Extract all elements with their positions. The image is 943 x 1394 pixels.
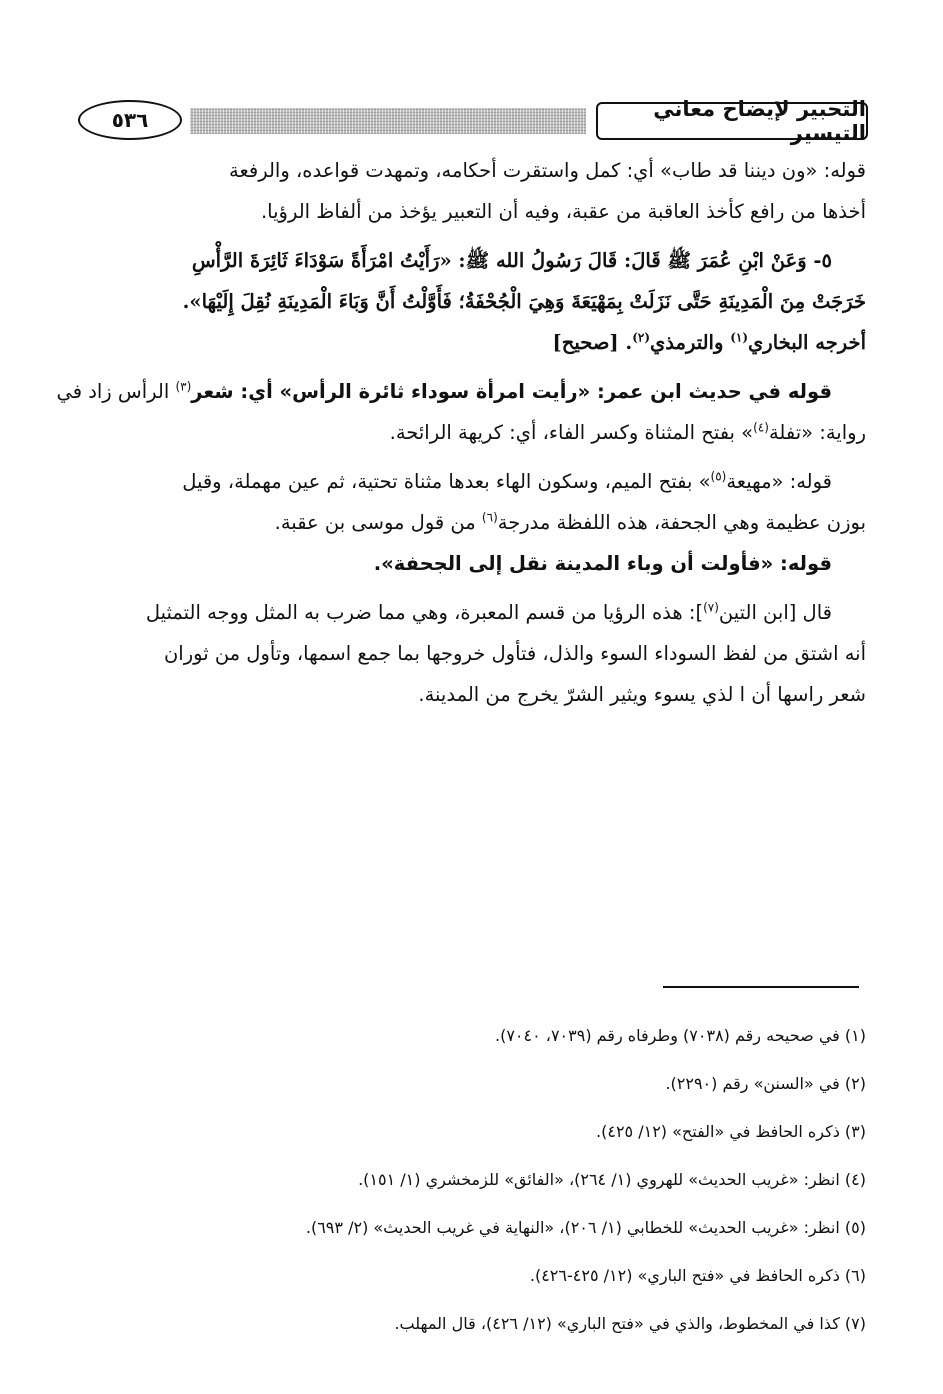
text-line: رواية: «تفلة$^{(٤)}$» بفتح المثناة وكسر الفاء، أي: كريهة الرائحة.: [389, 420, 866, 444]
source-text: والترمذي: [650, 331, 724, 354]
footnote-item: (٥) انظر: «غريب الحديث» للخطابي (١/ ٢٠٦)، «النهاية في غريب الحديث» (٢/ ٦٩٣).: [305, 1218, 866, 1237]
footnote-ref[interactable]: (٧): [703, 600, 719, 615]
text-line: قال [ابن التين$^{(٧)}$]: هذه الرؤيا من قسم المعبرة، وهي مما ضرب به المثل ووجه التمثيل: [145, 600, 832, 624]
hadith-source-line: [80, 322, 866, 363]
hadith-text: [80, 240, 866, 363]
page-number: ٥٣٦: [78, 100, 182, 140]
footnote-item: (٢) في «السنن» رقم (٢٢٩٠).: [665, 1074, 866, 1093]
footnote-separator: [663, 986, 859, 988]
footnote-ref[interactable]: (٣): [175, 379, 192, 394]
text-line: قوله: «ون ديننا قد طاب» أي: كمل واستقرت أحكامه، وتمهدت قواعده، والرفعة: [229, 159, 866, 182]
footnote-item: (١) في صحيحه رقم (٧٠٣٨) وطرفاه رقم (٧٠٣٩، ٧٠٤٠).: [495, 1026, 866, 1045]
header-decorative-band: [190, 108, 586, 134]
footnote-ref[interactable]: (٦): [481, 510, 498, 525]
paragraph-commentary-4: [80, 543, 866, 584]
footnote-item: (٤) انظر: «غريب الحديث» للهروي (١/ ٢٦٤)، «الفائق» للزمخشري (١/ ١٥١).: [358, 1170, 866, 1189]
footnote-item: (٧) كذا في المخطوط، والذي في «فتح الباري» (١٢/ ٤٢٦)، قال المهلب.: [394, 1314, 866, 1333]
footnote-ref[interactable]: (٢): [632, 330, 651, 345]
paragraph-commentary-1: [80, 150, 866, 232]
paragraph-commentary-3: [80, 461, 866, 543]
page-header: [78, 98, 868, 144]
main-text: [56, 150, 866, 715]
footnote-ref[interactable]: (١): [730, 330, 749, 345]
hadith-line: ٥- وَعَنْ ابْنِ عُمَرَ ﷺ قَالَ: قَالَ رَسُولُ الله ﷺ: «رَأَيْتُ امْرَأَةً سَوْدَاءَ ثَائِرَةَ الرَّأْسِ: [191, 249, 832, 272]
footnote-ref[interactable]: (٤): [753, 420, 769, 435]
text-line: شعر راسها أن ا لذي يسوء ويثير الشرّ يخرج من المدينة.: [418, 683, 866, 706]
footnote-item: (٦) ذكره الحافظ في «فتح الباري» (١٢/ ٤٢٥-٤٢٦).: [529, 1266, 866, 1285]
source-text: أخرجه البخاري: [748, 331, 866, 354]
text-line: قوله: «فأولت أن وباء المدينة نقل إلى الجحفة».: [373, 552, 832, 575]
footnote-ref[interactable]: (٥): [710, 469, 727, 484]
text-line: أنه اشتق من لفظ السوداء السوء والذل، فتأول خروجها بما جمع اسمها، وتأول من ثوران: [163, 642, 866, 665]
text-line: أخذها من رافع كأخذ العاقبة من عقبة، وفيه أن التعبير يؤخذ من ألفاظ الرؤيا.: [260, 200, 866, 223]
footnotes: [80, 1012, 866, 1348]
text-line: بوزن عظيمة وهي الجحفة، هذه اللفظة مدرجة$^{(٦)}$ من قول موسى بن عقبة.: [274, 510, 866, 534]
grade-text: . [صحيح]: [552, 331, 633, 354]
book-title: التحبير لإيضاح معاني التيسير: [596, 102, 868, 140]
paragraph-commentary-2: [56, 371, 866, 453]
text-line: قوله: «مهيعة$^{(٥)}$» بفتح الميم، وسكون الهاء بعدها مثناة تحتية، ثم عين مهملة، وقيل: [182, 469, 832, 493]
paragraph-commentary-5: [80, 592, 866, 715]
text-line: قوله في حديث ابن عمر: «رأيت امرأة سوداء ثائرة الرأس» أي: شعر$^{(٣)}$ الرأس زاد في: [56, 379, 832, 403]
footnote-item: (٣) ذكره الحافظ في «الفتح» (١٢/ ٤٢٥).: [596, 1122, 866, 1141]
hadith-line: خَرَجَتْ مِنَ الْمَدِينَةِ حَتَّى نَزَلَتْ بِمَهْيَعَةَ وَهِيَ الْجُحْفَةُ؛ فَأَوَّلْتُ أَنَّ وَبَاءَ الْمَدِينَةِ نُقِلَ إِلَيْهَا».: [182, 290, 866, 313]
